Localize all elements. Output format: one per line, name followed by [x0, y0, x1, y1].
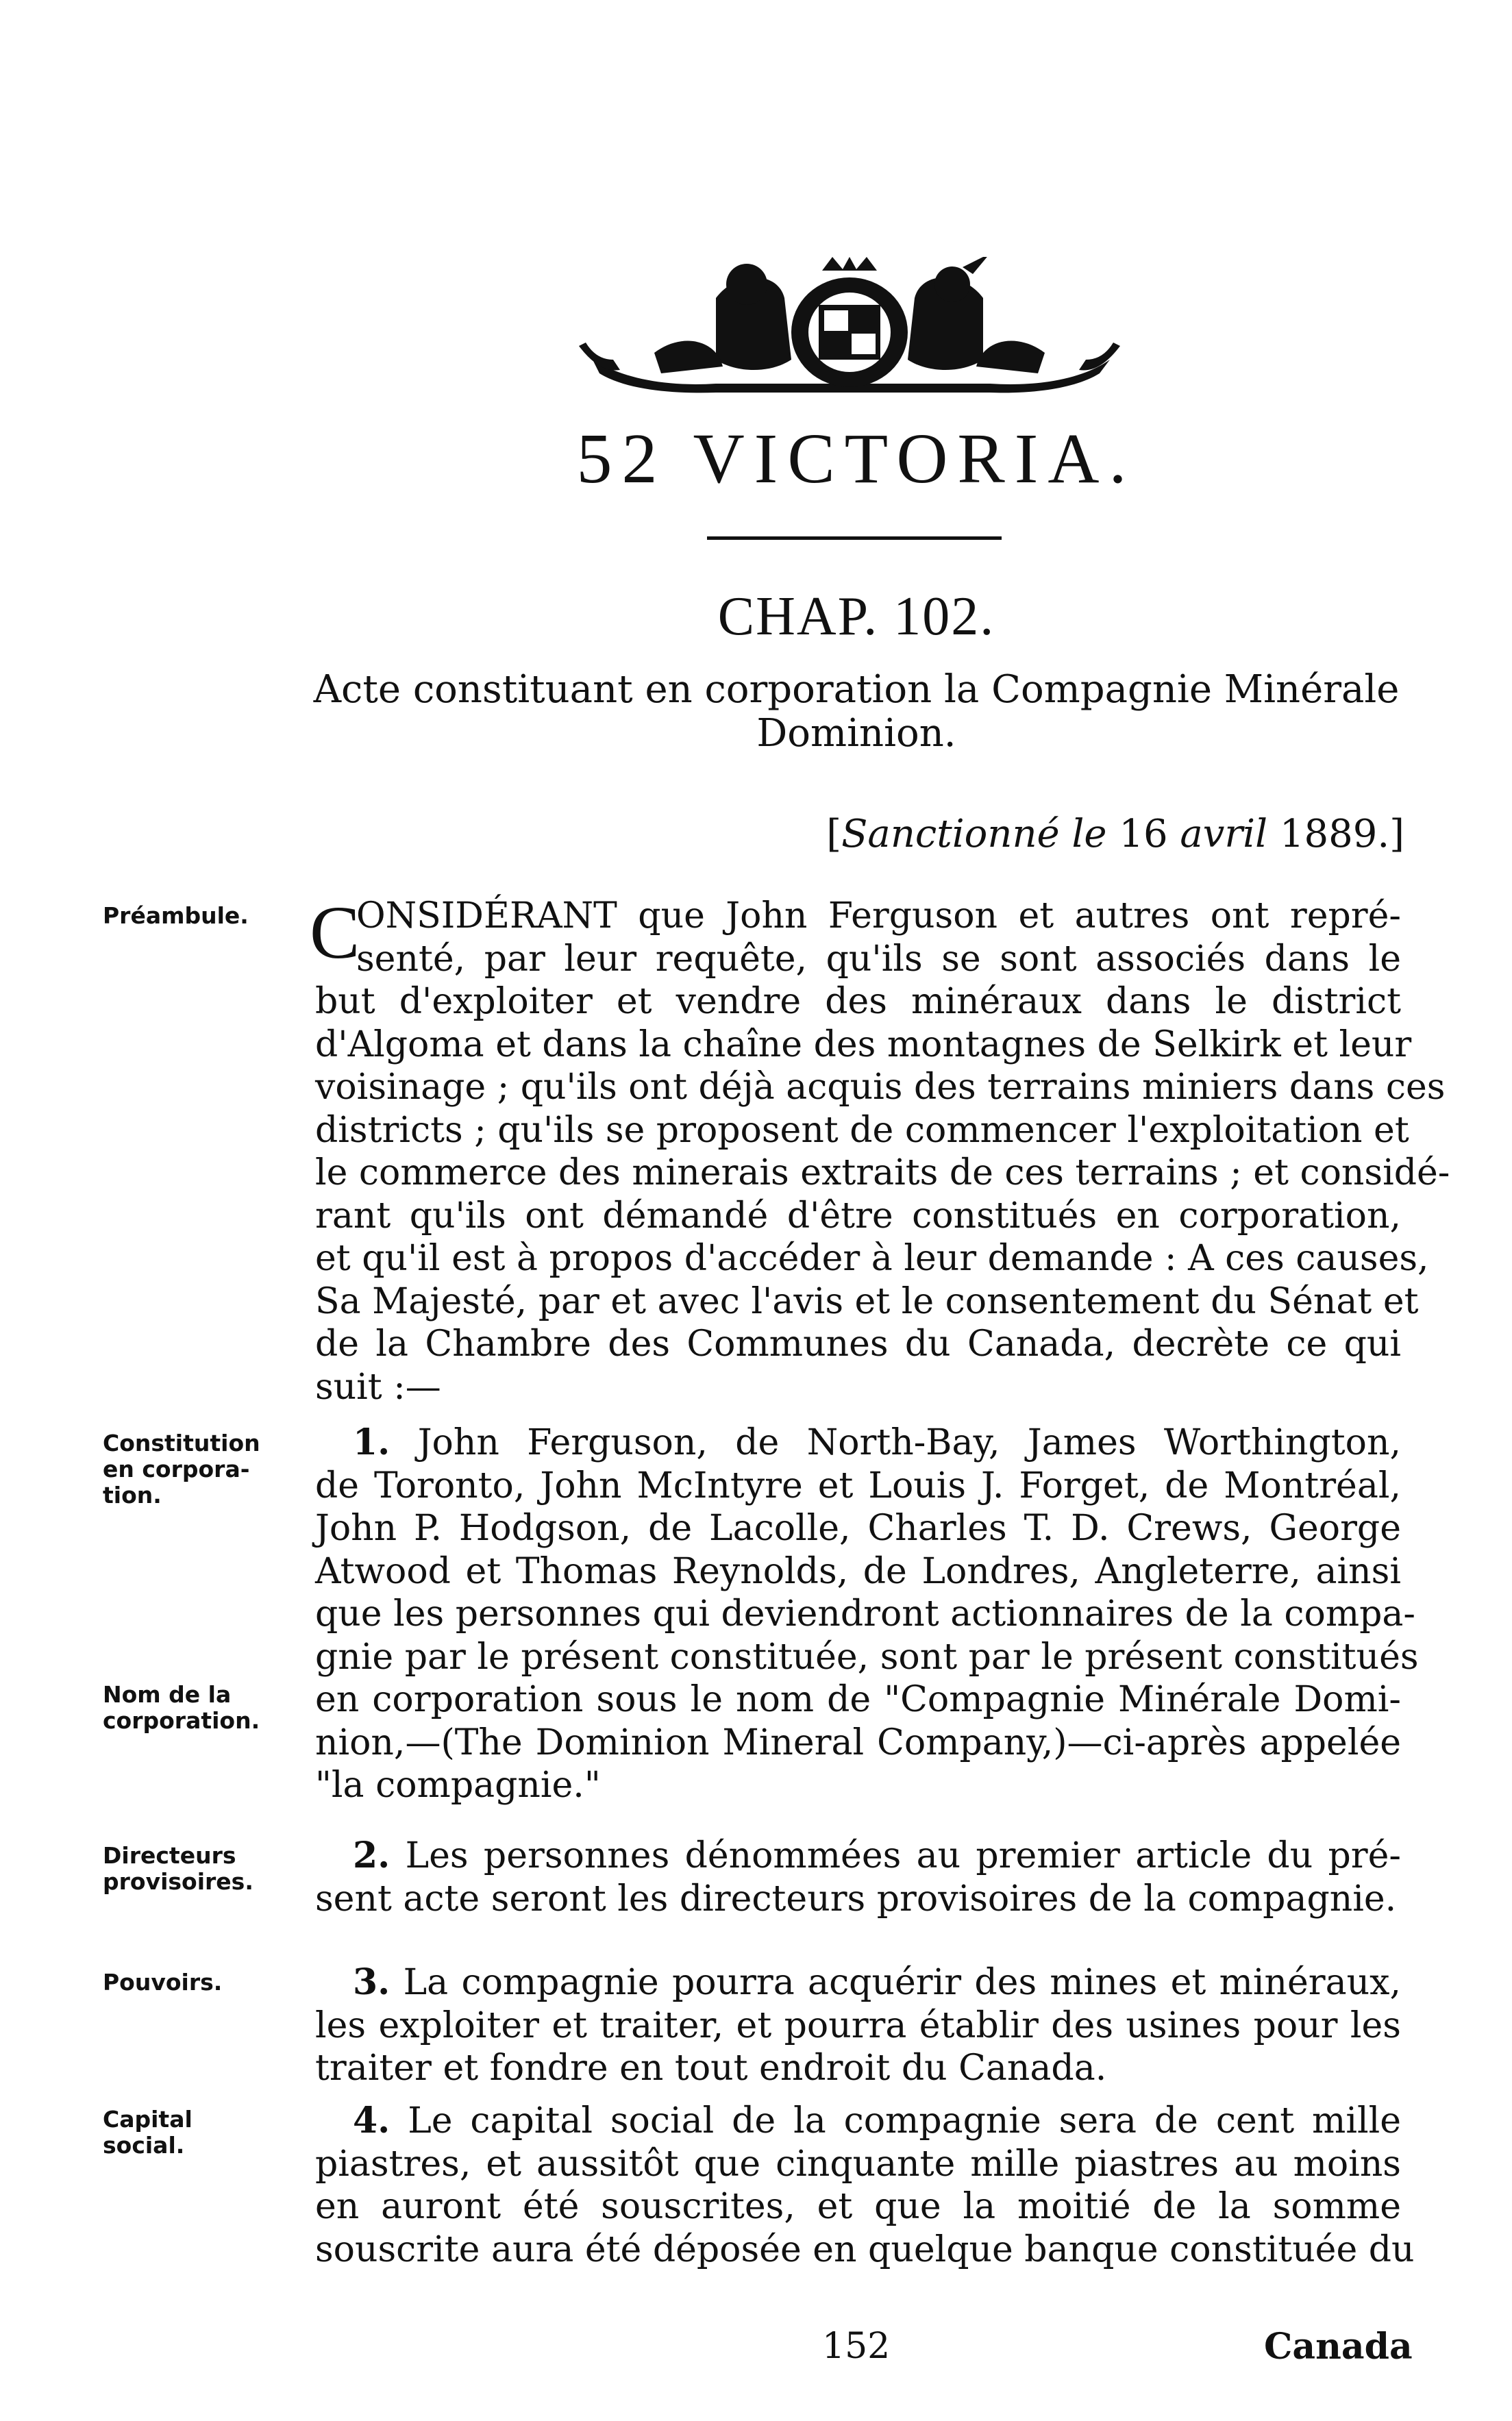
text-line: traiter et fondre en tout endroit du Canada. [315, 2048, 1107, 2089]
text-line [315, 1961, 1401, 2004]
text-line [315, 1421, 1401, 1465]
text-line: souscrite aura été déposée en quelque banque constituée du [315, 2228, 1415, 2270]
margin-note-capital [103, 2107, 295, 2159]
preamble-paragraph [315, 895, 1450, 1408]
text-line [315, 2100, 1401, 2143]
margin-note-constitution [103, 1430, 295, 1509]
chapter-heading: CHAP. 102. [717, 586, 995, 647]
section-number: 1. [353, 1421, 391, 1463]
text-line: le commerce des minerais extraits de ces terrains ; et considé- [315, 1152, 1450, 1193]
section-text: Les personnes dénommées au premier article du pré- [405, 1835, 1401, 1876]
margin-note-preamble: Préambule. [103, 902, 249, 929]
text-line: districts ; qu'ils se proposent de commencer l'exploitation et [315, 1109, 1409, 1151]
preamble-drop-cap: C [310, 891, 360, 974]
sanction-month: avril [1180, 812, 1268, 856]
catchword: Canada [1264, 2326, 1413, 2368]
section-text: La compagnie pourra acquérir des mines et minéraux, [403, 1962, 1402, 2003]
text-line: et qu'il est à propos d'accéder à leur demande : A ces causes, [315, 1238, 1429, 1279]
text-line: senté, par leur requête, qu'ils se sont associés dans le [356, 938, 1401, 980]
margin-note-line: Capital [103, 2106, 193, 2133]
text-line: voisinage ; qu'ils ont déjà acquis des terrains miniers dans ces [315, 1067, 1446, 1108]
heading-rule [707, 536, 1002, 540]
text-line: sent acte seront les directeurs provisoires de la compagnie. [315, 1878, 1397, 1920]
section-number: 2. [353, 1835, 391, 1876]
section-3 [315, 1961, 1401, 2090]
section-4 [315, 2100, 1415, 2271]
margin-note-line: Directeurs [103, 1842, 236, 1869]
act-title [312, 668, 1401, 756]
sanction-date [754, 812, 1404, 856]
section-text: John Ferguson, de North-Bay, James Worthington, [417, 1422, 1402, 1463]
act-title-line: Dominion. [756, 711, 956, 756]
margin-note-line: tion. [103, 1482, 162, 1509]
section-number: 4. [353, 2100, 391, 2141]
margin-note-line: en corpora- [103, 1456, 250, 1482]
text-line: but d'exploiter et vendre des minéraux dans le district [315, 981, 1401, 1022]
page-number: 152 [822, 2326, 891, 2367]
royal-arms-emblem [579, 257, 1120, 394]
margin-note-line: provisoires. [103, 1868, 253, 1895]
text-line: de Toronto, John McIntyre et Louis J. Forget, de Montréal, [315, 1465, 1401, 1506]
margin-note-line: corporation. [103, 1707, 260, 1734]
margin-note-line: social. [103, 2132, 185, 2159]
act-title-line: Acte constituant en corporation la Compagnie Minérale [313, 667, 1400, 712]
text-line: Atwood et Thomas Reynolds, de Londres, Angleterre, ainsi [315, 1550, 1401, 1592]
text-line: Sa Majesté, par et avec l'avis et le consentement du Sénat et [315, 1280, 1419, 1322]
text-line: en corporation sous le nom de "Compagnie Minérale Domi- [315, 1679, 1401, 1720]
text-line [315, 1835, 1401, 1878]
text-line: nion,—(The Dominion Mineral Company,)—ci-après appelée [315, 1722, 1401, 1763]
section-2 [315, 1835, 1401, 1920]
text-line: que les personnes qui deviendront actionnaires de la compa- [315, 1593, 1415, 1635]
text-line: suit :— [315, 1366, 441, 1408]
section-1 [315, 1421, 1419, 1807]
margin-note-line: Constitution [103, 1430, 260, 1456]
sanction-day: 16 [1119, 812, 1168, 856]
text-line: gnie par le présent constituée, sont par le présent constitués [315, 1636, 1419, 1678]
margin-note-name [103, 1682, 295, 1734]
section-text: Le capital social de la compagnie sera de cent mille [408, 2100, 1401, 2141]
volume-heading: 52 VICTORIA. [576, 419, 1137, 498]
margin-note-line: Nom de la [103, 1681, 232, 1708]
margin-note-directors [103, 1843, 295, 1895]
section-number: 3. [353, 1961, 391, 2003]
text-line: les exploiter et traiter, et pourra établir des usines pour les [315, 2004, 1401, 2046]
text-line: piastres, et aussitôt que cinquante mille piastres au moins [315, 2143, 1401, 2185]
text-line: d'Algoma et dans la chaîne des montagnes de Selkirk et leur [315, 1023, 1412, 1065]
text-line: en auront été souscrites, et que la moitié de la somme [315, 2186, 1401, 2227]
text-line: "la compagnie." [315, 1765, 601, 1806]
text-line: John P. Hodgson, de Lacolle, Charles T. D. Crews, George [315, 1508, 1401, 1549]
sanction-bracket: [ [826, 812, 842, 856]
text-line: rant qu'ils ont démandé d'être constitués en corporation, [315, 1195, 1401, 1237]
text-line: de la Chambre des Communes du Canada, decrète ce qui [315, 1324, 1401, 1365]
margin-note-powers: Pouvoirs. [103, 1969, 223, 1996]
text-line: ONSIDÉRANT que John Ferguson et autres ont repré- [356, 895, 1401, 936]
sanction-year: 1889.] [1279, 812, 1404, 856]
sanction-label: Sanctionné le [841, 812, 1107, 856]
